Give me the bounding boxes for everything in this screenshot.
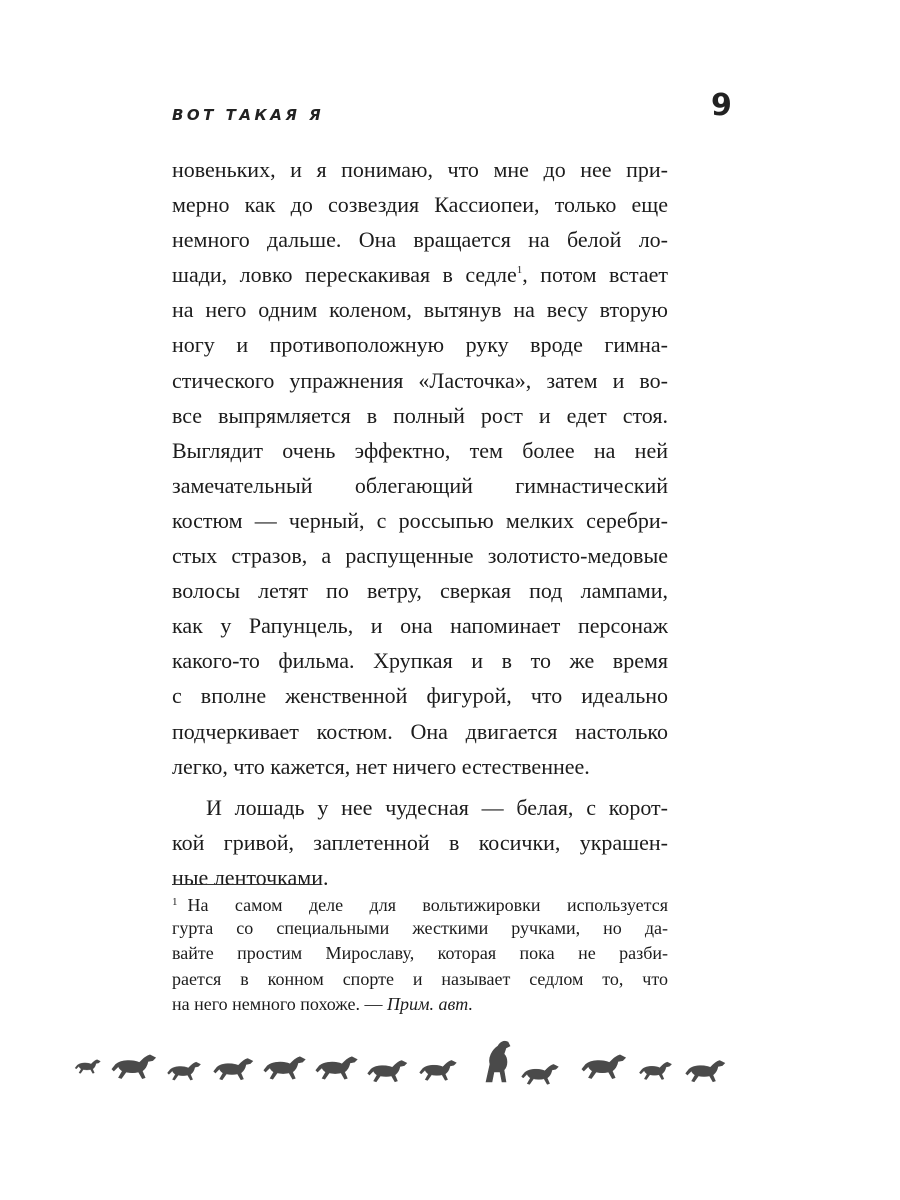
main-text bbox=[172, 152, 668, 895]
text-line: как у Рапунцель, и она напоминает персонаж bbox=[172, 613, 668, 639]
text-line: мерно как до созвездия Кассиопеи, только еще bbox=[172, 192, 668, 218]
text-line: стического упражнения «Ласточка», затем и во- bbox=[172, 367, 668, 393]
text-line: замечательный облегающий гимнастический bbox=[172, 472, 668, 498]
text-line: костюм — черный, с россыпью мелких серебри- bbox=[172, 507, 668, 533]
footnote-line bbox=[172, 992, 668, 1018]
footnote bbox=[172, 890, 668, 1018]
text-line: новеньких, и я понимаю, что мне до нее при- bbox=[172, 157, 668, 182]
text-fragment: на него немного похоже. — bbox=[172, 994, 387, 1014]
text-line: какого-то фильма. Хрупкая и в то же время bbox=[172, 648, 668, 674]
text-line: на него одним коленом, вытянув на весу вторую bbox=[172, 297, 668, 323]
text-fragment: На самом деле для вольтижировки используется bbox=[187, 895, 668, 915]
footnote-line: гурта со специальными жесткими ручками, но да- bbox=[172, 917, 668, 938]
footnote-line bbox=[172, 890, 668, 916]
text-line: волосы летят по ветру, сверкая под лампами, bbox=[172, 578, 668, 604]
footnote-reference: 1 bbox=[516, 264, 523, 277]
footnote-divider bbox=[172, 884, 320, 885]
text-fragment: шади, ловко перескакивая в седле bbox=[172, 262, 517, 288]
text-line-with-footnote bbox=[172, 257, 668, 292]
page-number: 9 bbox=[711, 88, 732, 123]
text-fragment: , потом встает bbox=[522, 262, 668, 288]
running-title: ВОТ ТАКАЯ Я bbox=[172, 106, 325, 124]
text-line: с вполне женственной фигурой, что идеально bbox=[172, 683, 668, 709]
text-line: стых стразов, а распущенные золотисто-медовые bbox=[172, 543, 668, 569]
text-line: немного дальше. Она вращается на белой ло- bbox=[172, 227, 668, 253]
text-line: ногу и противоположную руку вроде гимна- bbox=[172, 332, 668, 358]
footnote-line: вайте простим Мирославу, которая пока не разби- bbox=[172, 943, 668, 963]
text-line: ные ленточками. bbox=[172, 864, 329, 890]
text-line: кой гривой, заплетенной в косички, украшен- bbox=[172, 829, 668, 855]
text-line: легко, что кажется, нет ничего естественнее. bbox=[172, 753, 590, 779]
text-line: Выглядит очень эффектно, тем более на ней bbox=[172, 437, 668, 463]
footnote-marker: 1 bbox=[172, 896, 178, 908]
text-line: И лошадь у нее чудесная — белая, с корот- bbox=[206, 794, 668, 820]
text-line: подчеркивает костюм. Она двигается настолько bbox=[172, 718, 668, 744]
footnote-line: рается в конном спорте и называет седлом то, что bbox=[172, 968, 668, 989]
text-line: все выпрямляется в полный рост и едет стоя. bbox=[172, 402, 668, 428]
author-note: Прим. авт. bbox=[387, 994, 474, 1014]
galloping-horses-icon bbox=[74, 1038, 736, 1094]
